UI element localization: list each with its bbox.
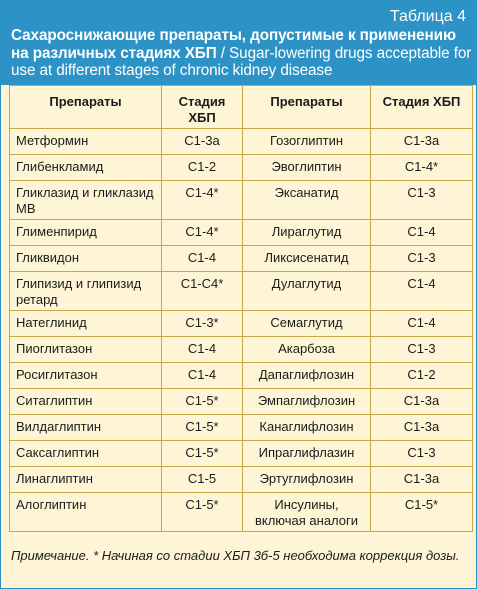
drug-name-cell: Саксаглиптин [9, 441, 162, 467]
drug-name-cell: Вилдаглиптин [9, 415, 162, 441]
table-title [11, 27, 473, 80]
drug-name-cell: Лираглутид [243, 220, 371, 246]
header-stage-2: Стадия ХБП [371, 85, 473, 129]
table-row [9, 389, 473, 415]
stage-cell: С1-4 [371, 311, 473, 337]
table-row [9, 181, 473, 220]
table-number: Таблица 4 [389, 8, 466, 25]
stage-cell: С1-4 [162, 363, 243, 389]
table-row [9, 155, 473, 181]
drug-name-cell: Акарбоза [243, 337, 371, 363]
table-row [9, 337, 473, 363]
drug-name-cell: Эвоглиптин [243, 155, 371, 181]
drug-name-cell: Линаглиптин [9, 467, 162, 493]
drug-name-cell: Ликсисенатид [243, 246, 371, 272]
stage-cell: С1-3 [371, 181, 473, 220]
table-row [9, 311, 473, 337]
drug-name-cell: Пиоглитазон [9, 337, 162, 363]
header-stage-1: Стадия ХБП [162, 85, 243, 129]
stage-cell: С1-4 [371, 272, 473, 311]
table-row [9, 272, 473, 311]
drug-name-cell: Эксанатид [243, 181, 371, 220]
drug-name-cell: Канаглифлозин [243, 415, 371, 441]
stage-cell: С1-5* [371, 493, 473, 532]
drug-name-cell: Гликвидон [9, 246, 162, 272]
stage-cell: С1-4* [371, 155, 473, 181]
stage-cell: С1-5* [162, 389, 243, 415]
table-row [9, 467, 473, 493]
table-row [9, 129, 473, 155]
stage-cell: С1-4 [162, 337, 243, 363]
table-row [9, 441, 473, 467]
stage-cell: С1-5 [162, 467, 243, 493]
drug-name-cell: Гликлазид и гликлазид МВ [9, 181, 162, 220]
stage-cell: С1-3* [162, 311, 243, 337]
drug-name-cell: Семаглутид [243, 311, 371, 337]
stage-cell: С1-С4* [162, 272, 243, 311]
table-header-row [9, 85, 473, 129]
stage-cell: С1-3 [371, 441, 473, 467]
drug-name-cell: Эртуглифлозин [243, 467, 371, 493]
stage-cell: С1-5* [162, 441, 243, 467]
drug-name-cell: Росиглитазон [9, 363, 162, 389]
table-row [9, 493, 473, 532]
drug-name-cell: Метформин [9, 129, 162, 155]
drug-name-cell: Дулаглутид [243, 272, 371, 311]
stage-cell: С1-4 [371, 220, 473, 246]
stage-cell: С1-3а [371, 389, 473, 415]
stage-cell: С1-3а [371, 129, 473, 155]
drug-name-cell: Гозоглиптин [243, 129, 371, 155]
stage-cell: С1-4* [162, 181, 243, 220]
stage-cell: С1-2 [371, 363, 473, 389]
drug-name-cell: Алоглиптин [9, 493, 162, 532]
stage-cell: С1-4* [162, 220, 243, 246]
stage-cell: С1-5* [162, 493, 243, 532]
table-title-en: / Sugar-lowering drugs acceptable for use at different stages of chronic kidney disease [11, 44, 472, 79]
table-row [9, 363, 473, 389]
drug-name-cell: Глибенкламид [9, 155, 162, 181]
drug-name-cell: Глипизид и глипизид ретард [9, 272, 162, 311]
header-drugs-1: Препараты [9, 85, 162, 129]
stage-cell: С1-3а [371, 415, 473, 441]
drug-name-cell: Натеглинид [9, 311, 162, 337]
stage-cell: С1-5* [162, 415, 243, 441]
table-header-banner [1, 1, 477, 85]
table-row [9, 220, 473, 246]
table-row [9, 415, 473, 441]
table-row [9, 246, 473, 272]
drug-name-cell: Ипраглифлазин [243, 441, 371, 467]
drug-name-cell: Инсулины, включая аналоги [243, 493, 371, 532]
table-title-ru: Сахароснижающие препараты, допустимые к применению на различных стадиях ХБП [11, 27, 456, 62]
drug-name-cell: Ситаглиптин [9, 389, 162, 415]
stage-cell: С1-3а [371, 467, 473, 493]
stage-cell: С1-3 [371, 337, 473, 363]
drug-name-cell: Эмпаглифлозин [243, 389, 371, 415]
drug-name-cell: Дапаглифлозин [243, 363, 371, 389]
stage-cell: С1-4 [162, 246, 243, 272]
header-drugs-2: Препараты [243, 85, 371, 129]
drug-name-cell: Глименпирид [9, 220, 162, 246]
stage-cell: С1-3а [162, 129, 243, 155]
stage-cell: С1-2 [162, 155, 243, 181]
table-note: Примечание. * Начиная со стадии ХБП 3б-5 необходима коррекция дозы. [11, 548, 460, 563]
stage-cell: С1-3 [371, 246, 473, 272]
